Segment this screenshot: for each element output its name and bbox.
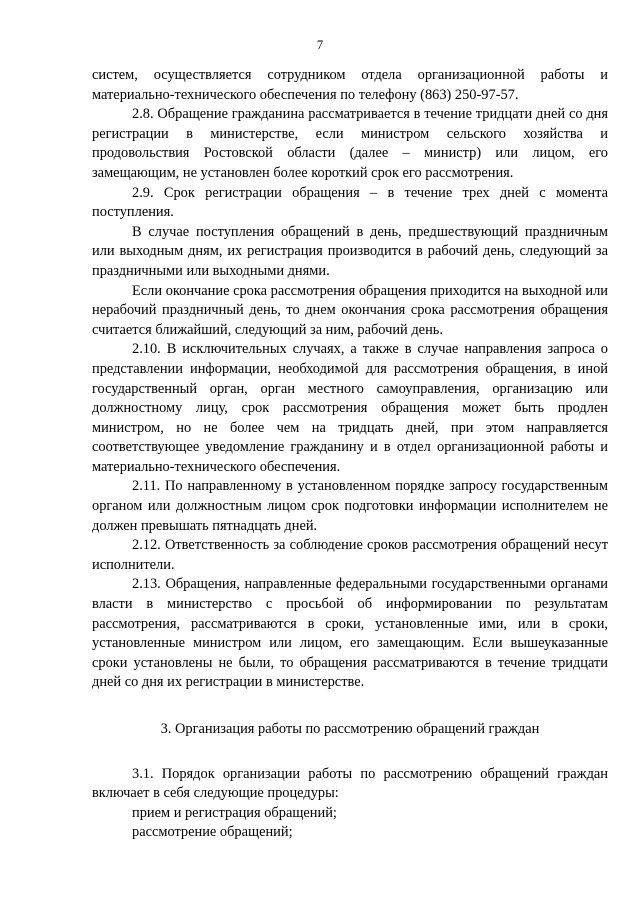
- paragraph-2-10: 2.10. В исключительных случаях, а также в случае направления запроса о представлении информации, необходимой для рассмотрения обращения, в иной государственный орган, орган местного самоуправления, организацию или должностному лицу, срок рассмотрения обращения может быть продлен министром, но не более чем на тридцать дней, при этом направляется соответствующее уведомление гражданину и в отдел организационной работы и материально-технического обеспечения.: [92, 341, 608, 475]
- paragraph-2-9-deadline: Если окончание срока рассмотрения обращения приходится на выходной или нерабочий праздничный день, то днем окончания срока рассмотрения обращения считается ближайший, следующий за ним, рабочий день.: [92, 282, 608, 338]
- document-body: [92, 66, 608, 843]
- paragraph-3-1: 3.1. Порядок организации работы по рассмотрению обращений граждан включает в себя следующие процедуры:: [92, 765, 608, 802]
- paragraph-2-11: 2.11. По направленному в установленном порядке запросу государственным органом или должностным лицом срок подготовки информации исполнителем не должен превышать пятнадцать дней.: [92, 478, 608, 534]
- list-item: прием и регистрация обращений;: [132, 804, 337, 821]
- paragraph-2-13: 2.13. Обращения, направленные федеральными государственными органами власти в министерство с просьбой об информировании по результатам рассмотрения, рассматриваются в сроки, установленные ими, или в сроки, установленные министром или лицом, его замещающим. Если вышеуказанные сроки установлены не были, то обращения рассматриваются в течение тридцати дней со дня их регистрации в министерстве.: [92, 576, 608, 691]
- page-number: 7: [316, 38, 324, 52]
- paragraph-2-8: 2.8. Обращение гражданина рассматривается в течение тридцати дней со дня регистрации в министерстве, если министром сельского хозяйства и продовольствия Ростовской области (далее – министр) или лицом, его замещающим, не установлен более короткий срок его рассмотрения.: [92, 106, 608, 181]
- paragraph-continuation: систем, осуществляется сотрудником отдела организационной работы и материально-технического обеспечения по телефону (863) 250-97-57.: [92, 67, 608, 103]
- paragraph-2-12: 2.12. Ответственность за соблюдение сроков рассмотрения обращений несут исполнители.: [92, 537, 608, 573]
- list-item: рассмотрение обращений;: [132, 824, 293, 841]
- section-heading: 3. Организация работы по рассмотрению обращений граждан: [160, 721, 540, 737]
- paragraph-2-9: 2.9. Срок регистрации обращения – в течение трех дней с момента поступления.: [92, 184, 608, 221]
- paragraph-2-9-holidays: В случае поступления обращений в день, предшествующий праздничным или выходным дням, их регистрация производится в рабочий день, следующий за праздничными или выходными днями.: [92, 223, 608, 279]
